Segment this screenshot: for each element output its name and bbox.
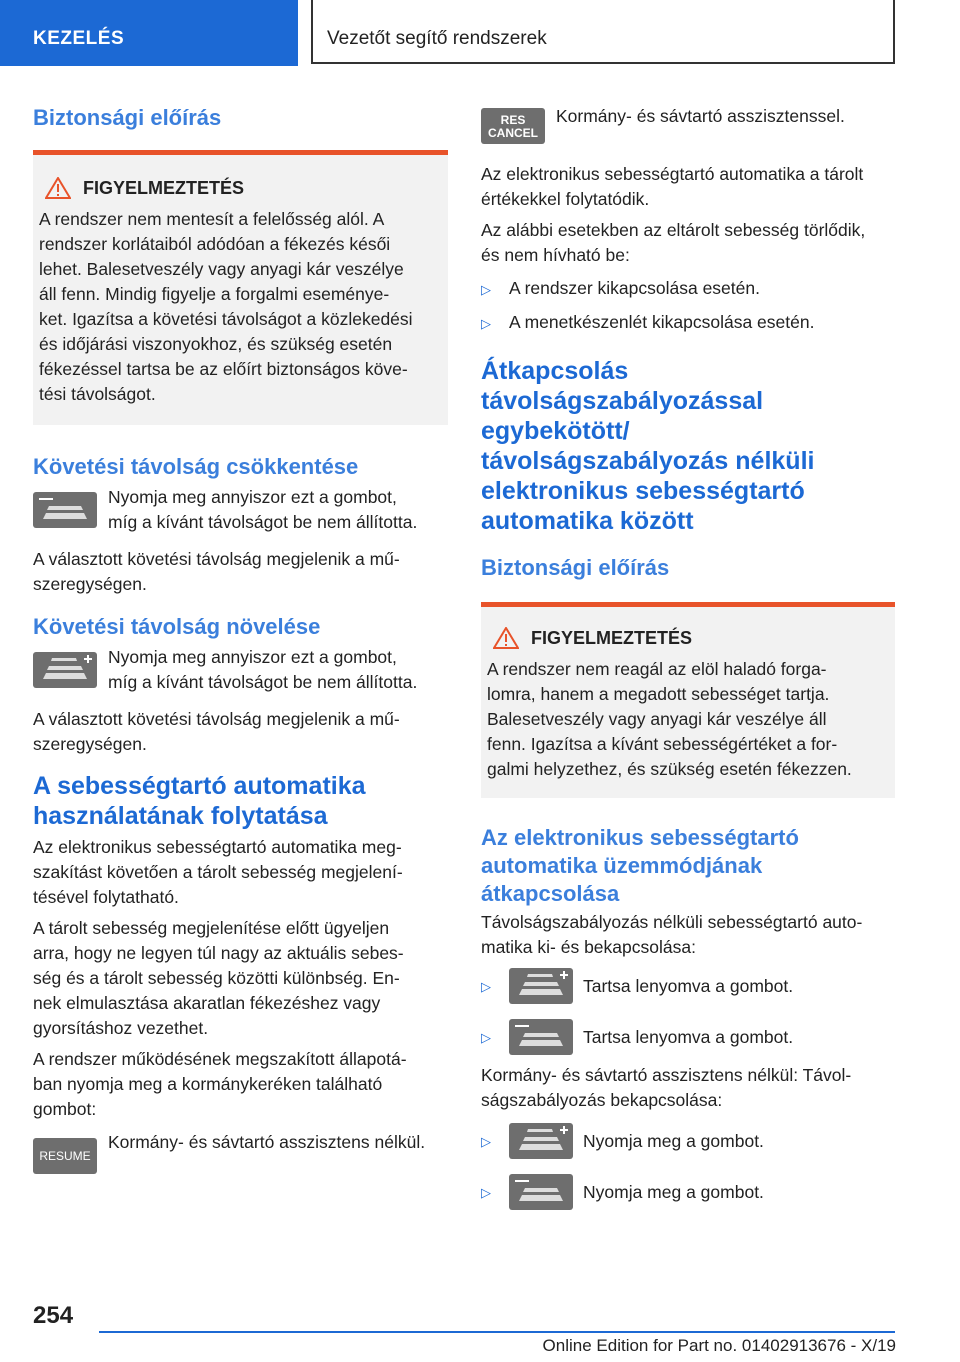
increase-paragraph: A választott követési távolság megjelenik a mű- szeregységen. (33, 709, 400, 754)
safety-heading-right: Biztonsági előírás (481, 555, 670, 580)
warning-title: FIGYELMEZTETÉS (531, 627, 693, 648)
increase-heading: Követési távolság növelése (33, 614, 321, 639)
resume-button-icon (33, 1138, 97, 1174)
right-paragraph-2: Az alábbi esetekben az eltárolt sebesség törlődik, és nem hívható be: (481, 220, 866, 265)
warning-triangle-icon (45, 177, 71, 199)
decrease-button-row (33, 485, 448, 535)
distance-decrease-button-icon (509, 1174, 573, 1210)
resume-button-row (33, 1130, 448, 1174)
warning-box-1 (33, 150, 448, 425)
rescancel-button-row (481, 104, 895, 144)
right-column (481, 96, 895, 1210)
resume-button-label: RESUME (39, 1149, 91, 1163)
bullet-triangle-icon: ▷ (481, 316, 491, 331)
resume-paragraph-1: Az elektronikus sebességtartó automatika meg- szakítást követően a tárolt sebesség megjelení- tésével folytatható. (33, 837, 403, 907)
left-column (33, 96, 448, 1174)
distance-increase-button-icon (509, 1123, 573, 1159)
mode-paragraph-2: Kormány- és sávtartó asszisztens nélkül: Távol- ságszabályozás bekapcsolása: (481, 1065, 852, 1110)
distance-decrease-button-icon (33, 492, 97, 528)
list-item: ▷ Tartsa lenyomva a gombot. (481, 968, 895, 1004)
warning-text: A rendszer nem reagál az elöl haladó forga- lomra, hanem a megadott sebességet tartja. Balesetveszély vagy anyagi kár veszélye áll fenn. Igazítsa a kívánt sebességértéket a for- galmi helyzethez, és szükség esetén fékezzen. (487, 659, 852, 779)
bullet-triangle-icon: ▷ (481, 1185, 491, 1200)
list-item: ▷ Nyomja meg a gombot. (481, 1123, 895, 1159)
chapter-tab (311, 0, 895, 64)
resume-button-text: Kormány- és sávtartó asszisztens nélkül. (108, 1132, 426, 1152)
bullet-triangle-icon: ▷ (481, 979, 491, 994)
increase-button-row (33, 645, 448, 695)
warning-title: FIGYELMEZTETÉS (83, 177, 245, 198)
list-item: ▷ A rendszer kikapcsolása esetén. (481, 276, 895, 302)
res-label: RES (500, 113, 526, 127)
decrease-button-text: Nyomja meg annyiszor ezt a gombot, míg a kívánt távolságot be nem állította. (108, 487, 418, 532)
mode-paragraph-1: Távolságszabályozás nélküli sebességtartó auto- matika ki- és bekapcsolása: (481, 912, 863, 957)
right-paragraph-1: Az elektronikus sebességtartó automatika a tárolt értékekkel folytatódik. (481, 164, 864, 209)
cancel-conditions-list (481, 276, 895, 336)
footer-divider (99, 1331, 895, 1333)
distance-increase-button-icon (33, 652, 97, 688)
bullet-triangle-icon: ▷ (481, 1030, 491, 1045)
distance-decrease-button-icon (509, 1019, 573, 1055)
switch-heading: Átkapcsolás távolságszabályozással egybekötött/ távolságszabályozás nélküli elektronikus sebességtartó automatika között (481, 357, 815, 535)
list-item: ▷ A menetkészenlét kikapcsolása esetén. (481, 310, 895, 336)
resume-paragraph-3: A rendszer működésének megszakított állapotá- ban nyomja meg a kormánykeréken található gombot: (33, 1049, 407, 1119)
chapter-title: Vezetőt segítő rendszerek (327, 28, 547, 49)
decrease-paragraph: A választott követési távolság megjelenik a mű- szeregységen. (33, 549, 400, 594)
mode-list-1 (481, 968, 895, 1055)
rescancel-button-text: Kormány- és sávtartó asszisztenssel. (556, 106, 845, 126)
decrease-heading: Követési távolság csökkentése (33, 454, 359, 479)
warning-triangle-icon (493, 627, 519, 649)
list-item: ▷ Tartsa lenyomva a gombot. (481, 1019, 895, 1055)
distance-increase-button-icon (509, 968, 573, 1004)
safety-heading-left: Biztonsági előírás (33, 105, 222, 130)
list-item: ▷ Nyomja meg a gombot. (481, 1174, 895, 1210)
increase-button-text: Nyomja meg annyiszor ezt a gombot, míg a kívánt távolságot be nem állította. (108, 647, 418, 692)
resume-heading: A sebességtartó automatika használatának folytatása (33, 772, 366, 830)
edition-text: Online Edition for Part no. 01402913676 - X/19 (542, 1336, 896, 1355)
res-cancel-button-icon (481, 108, 545, 144)
page-number: 254 (33, 1302, 74, 1329)
mode-heading: Az elektronikus sebességtartó automatika üzemmódjának átkapcsolása (481, 825, 799, 906)
mode-list-2 (481, 1123, 895, 1210)
section-title: KEZELÉS (33, 28, 125, 49)
bullet-triangle-icon: ▷ (481, 1134, 491, 1149)
section-tab (0, 0, 298, 66)
warning-box-2 (481, 602, 895, 798)
bullet-triangle-icon: ▷ (481, 282, 491, 297)
warning-text: A rendszer nem mentesít a felelősség alól. A rendszer korlátaiból adódóan a fékezés késői lehet. Balesetveszély vagy anyagi kár veszélye áll fenn. Mindig figyelje a forgalmi eseménye- ket. Igazítsa a követési távolságot a közlekedési és időjárási viszonyokhoz, és szükség esetén fékezéssel tartsa be az előírt biztonságos köve- tési távolságot. (39, 209, 413, 404)
resume-paragraph-2: A tárolt sebesség megjelenítése előtt ügyeljen arra, hogy ne legyen túl nagy az aktuális sebes- ség és a tárolt sebesség közötti különbség. En- nek elmulasztása akaratlan fékezéshez vagy gyorsításhoz vezethet. (33, 918, 404, 1038)
cancel-label: CANCEL (488, 126, 538, 140)
